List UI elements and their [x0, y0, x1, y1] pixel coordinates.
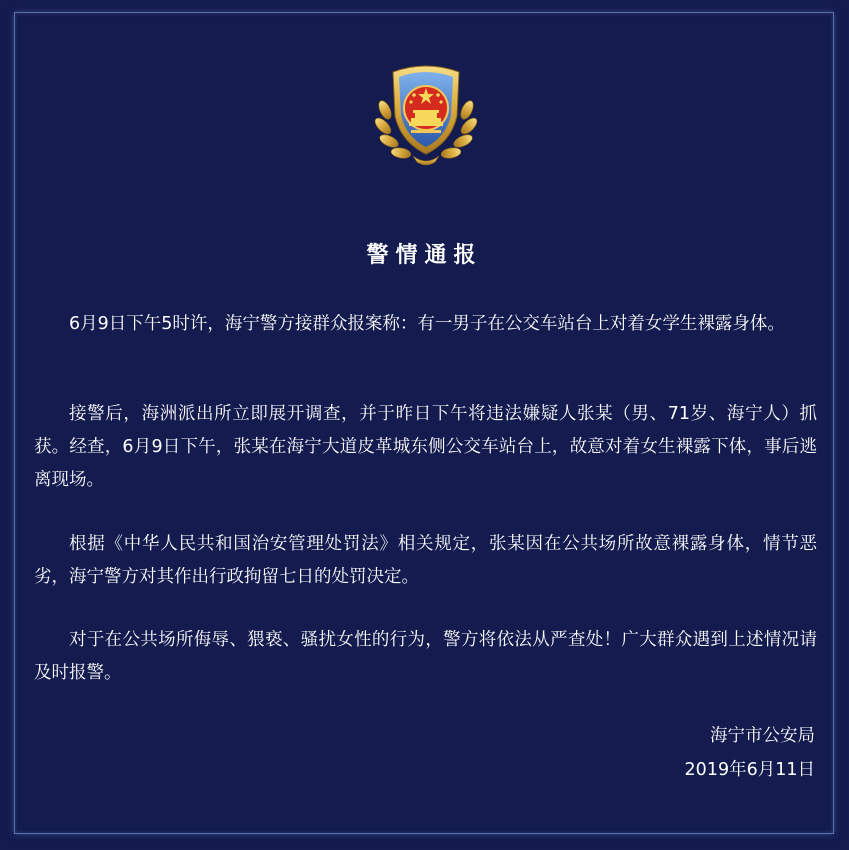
signature-date: 2019年6月11日 — [684, 760, 815, 780]
notice-paragraph-3: 根据《中华人民共和国治安管理处罚法》相关规定，张某因在公共场所故意裸露身体，情节恶劣，海宁警方对其作出行政拘留七日的处罚决定。 — [34, 534, 817, 587]
notice-paragraph-1: 6月9日下午5时许，海宁警方接群众报案称：有一男子在公交车站台上对着女学生裸露身体。 — [69, 314, 785, 334]
police-badge-icon — [371, 58, 481, 168]
signature-organization: 海宁市公安局 — [710, 726, 815, 746]
notice-paragraph-4: 对于在公共场所侮辱、猥亵、骚扰女性的行为，警方将依法从严查处！广大群众遇到上述情况请及时报警。 — [34, 630, 817, 683]
notice-paragraph-2: 接警后，海洲派出所立即展开调查，并于昨日下午将违法嫌疑人张某（男、71岁、海宁人）抓获。经查，6月9日下午，张某在海宁大道皮革城东侧公交车站台上，故意对着女生裸露下体，事后逃离现场。 — [34, 404, 817, 490]
notice-title: 警情通报 — [366, 243, 483, 268]
